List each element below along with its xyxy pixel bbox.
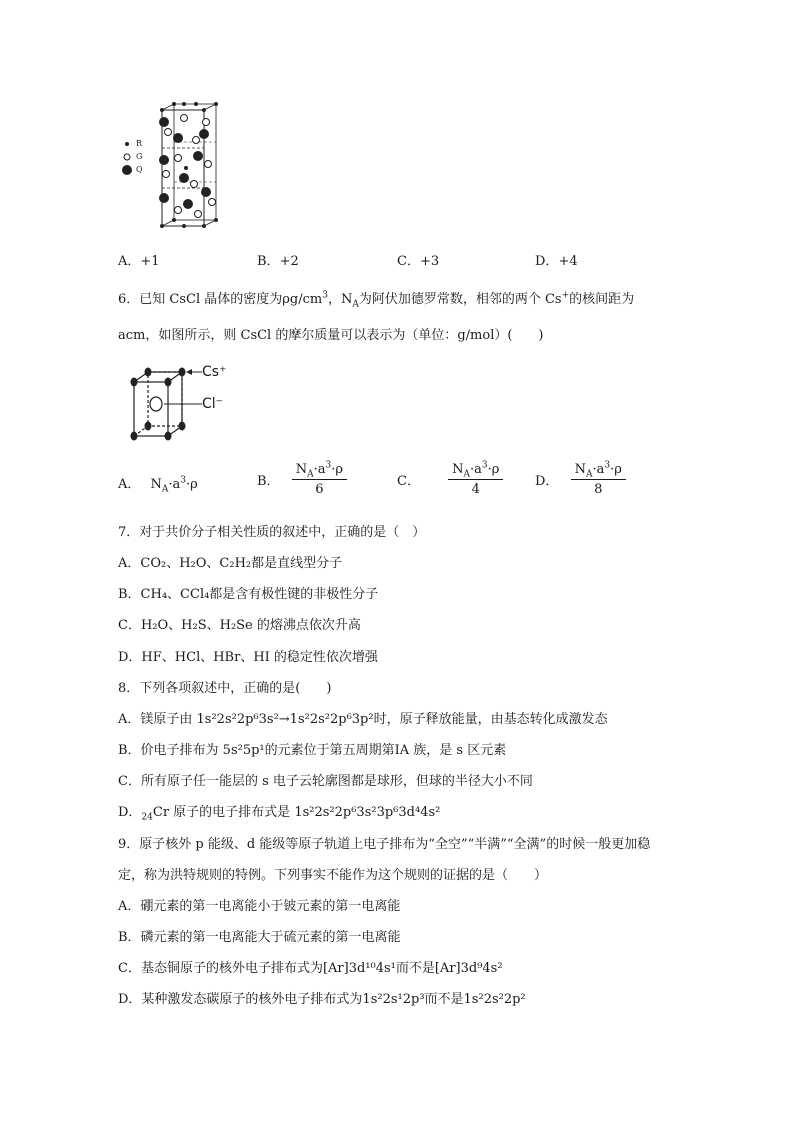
q8-option-a[interactable]: A．镁原子由 1s²2s²2p⁶3s²→1s²2s²2p⁶3p²时，原子释放能量，由基态转化成激发态 bbox=[118, 712, 608, 727]
q5-option-c[interactable]: C．+3 bbox=[397, 254, 440, 269]
q8-stem: 8．下列各项叙述中，正确的是( ) bbox=[118, 681, 332, 696]
q9-option-a[interactable]: A．硼元素的第一电离能小于铍元素的第一电离能 bbox=[118, 899, 401, 914]
q9-option-d[interactable]: D．某种激发态碳原子的核外电子排布式为1s²2s¹2p³而不是1s²2s²2p² bbox=[118, 992, 526, 1007]
q7-option-d[interactable]: D．HF、HCl、HBr、HI 的稳定性依次增强 bbox=[118, 650, 378, 665]
q9-stem-line2: 定，称为洪特规则的特例。下列事实不能作为这个规则的证据的是（ ） bbox=[118, 868, 548, 883]
crystal-structure-figure bbox=[118, 98, 228, 233]
q8-option-b[interactable]: B．价电子排布为 5s²5p¹的元素位于第五周期第ⅠA 族，是 s 区元素 bbox=[118, 743, 507, 758]
q7-option-b[interactable]: B．CH₄、CCl₄都是含有极性键的非极性分子 bbox=[118, 587, 379, 602]
cl-ion-label: Cl⁻ bbox=[202, 396, 224, 412]
legend-label-g: G bbox=[136, 152, 143, 161]
q6-option-a[interactable]: A． $N_A\cdot a^3\cdot\rho$ bbox=[118, 475, 198, 495]
q6-option-b[interactable]: B． $\frac{N_A\cdot a^3\cdot\rho}{6}$ bbox=[257, 462, 347, 497]
legend-label-q: Q bbox=[136, 165, 143, 174]
legend-label-r: R bbox=[136, 139, 143, 148]
q9-option-b[interactable]: B．磷元素的第一电离能大于硫元素的第一电离能 bbox=[118, 930, 401, 945]
cs-ion-label: Cs⁺ bbox=[202, 364, 227, 380]
q8-option-c[interactable]: C．所有原子任一能层的 s 电子云轮廓图都是球形，但球的半径大小不同 bbox=[118, 774, 533, 789]
q9-stem-line1: 9．原子核外 p 能级、d 能级等原子轨道上电子排布为“全空”“半满”“全满”的时候一般更加稳 bbox=[118, 837, 651, 852]
q6-stem-line1: 6．已知 CsCl 晶体的密度为$\rho g/cm^3$，$N_A$为阿伏加德罗常数，相邻的两个 Cs+的核间距为 bbox=[118, 290, 635, 310]
q6-option-c[interactable]: C． $\frac{N_A\cdot a^3\cdot\rho}{4}$ bbox=[397, 462, 503, 497]
q7-stem: 7．对于共价分子相关性质的叙述中，正确的是（ ） bbox=[118, 525, 426, 540]
q5-option-a[interactable]: A．+1 bbox=[118, 254, 160, 269]
q5-option-d[interactable]: D．+4 bbox=[535, 254, 578, 269]
q7-option-a[interactable]: A．CO₂、H₂O、C₂H₂都是直线型分子 bbox=[118, 556, 343, 571]
q8-option-d[interactable]: D．$_{24}$Cr 原子的电子排布式是 1s²2s²2p⁶3s²3p⁶3d⁴4s² bbox=[118, 805, 441, 823]
q5-option-b[interactable]: B．+2 bbox=[257, 254, 299, 269]
q9-option-c[interactable]: C．基态铜原子的核外电子排布式为[Ar]3d¹⁰4s¹而不是[Ar]3d⁹4s² bbox=[118, 961, 503, 976]
q6-stem-line2: acm，如图所示，则 CsCl 的摩尔质量可以表示为（单位：g/mol）( ) bbox=[118, 328, 544, 343]
q6-option-d[interactable]: D． $\frac{N_A\cdot a^3\cdot\rho}{8}$ bbox=[535, 462, 626, 497]
q7-option-c[interactable]: C．H₂O、H₂S、H₂Se 的熔沸点依次升高 bbox=[118, 618, 361, 633]
